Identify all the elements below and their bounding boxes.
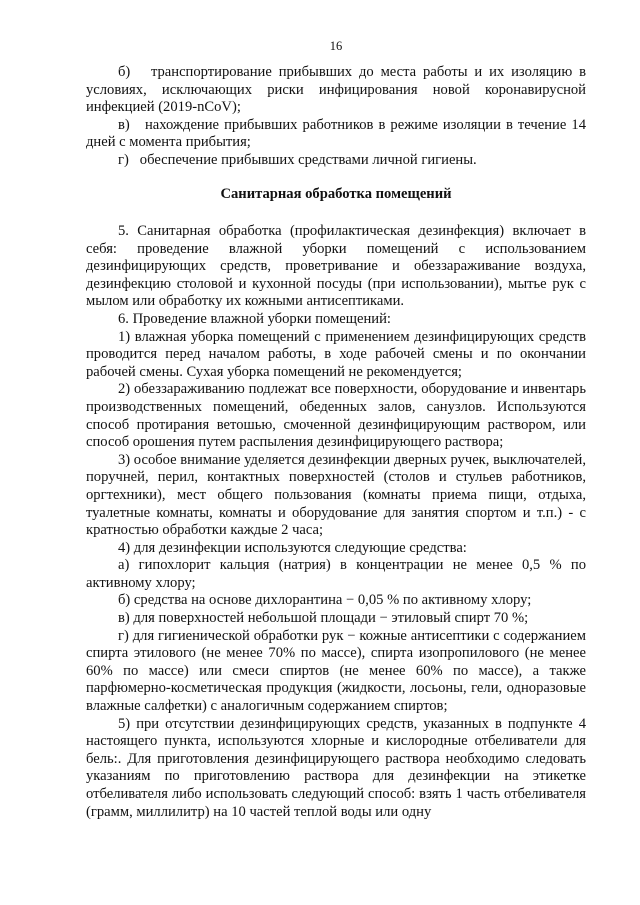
- list-item: г) обеспечение прибывших средствами личной гигиены.: [118, 151, 477, 168]
- paragraph: в) для поверхностей небольшой площади − этиловый спирт 70 %;: [118, 610, 529, 627]
- paragraph: 2) обеззараживанию подлежат все поверхности, оборудование и инвентарь производственных помещений, обеденных залов, санузлов. Используются способ протирания ветошью, смоченной дезинфицирующим раствором, или способ орошения путем распыления дезинфицирующего раствора;: [86, 381, 586, 451]
- list-item: в) нахождение прибывших работников в режиме изоляции в течение 14 дней с момента прибытия;: [86, 116, 586, 151]
- paragraph: а) гипохлорит кальция (натрия) в концентрации не менее 0,5 % по активному хлору;: [86, 557, 586, 591]
- paragraph: б) средства на основе дихлорантина − 0,05 % по активному хлору;: [118, 592, 532, 609]
- paragraph: 5) при отсутствии дезинфицирующих средств, указанных в подпункте 4 настоящего пункта, используются хлорные и кислородные отбеливатели для бель:. Для приготовления дезинфицирующего раствора необходимо следовать указаниям по приготовлению раствора для дезинфекции на этикетке отбеливателя либо использовать следующий способ: взять 1 часть отбеливателя (грамм, миллилитр) на 10 частей теплой воды или одну: [86, 715, 586, 820]
- list-item: б) транспортирование прибывших до места работы и их изоляцию в условиях, исключающих риски инфицирования новой коронавирусной инфекцией (2019-nCoV);: [86, 64, 586, 116]
- page-number: 16: [329, 39, 343, 53]
- paragraph: 5. Санитарная обработка (профилактическая дезинфекция) включает в себя: проведение влажной уборки помещений с использованием дезинфицирующих средств, проветривание и обеззараживание воздуха, дезинфекцию столовой и кухонной посуды (при использовании), мытье рук с мылом или обработку их кожными антисептиками.: [86, 223, 586, 310]
- body-text: [86, 223, 586, 821]
- list-before: [86, 64, 586, 170]
- paragraph: 3) особое внимание уделяется дезинфекции дверных ручек, выключателей, поручней, перил, контактных поверхностей (столов и стульев работников, оргтехники), мест общего пользования (комнаты приема пищи, отдыха, туалетные комнаты, комнаты и оборудование для занятия спортом и т.п.) - с кратностью обработки каждые 2 часа;: [86, 451, 586, 539]
- paragraph: г) для гигиенической обработки рук − кожные антисептики с содержанием спирта этилового (не менее 70% по массе), спирта изопропилового (не менее 60% по массе) или смеси спиртов (не менее 60% по массе), а также парфюмерно-косметическая продукция (жидкости, лосьоны, гели, одноразовые влажные салфетки) с аналогичным содержанием спиртов;: [86, 627, 586, 715]
- paragraph: 4) для дезинфекции используются следующие средства:: [118, 539, 467, 556]
- section-title: Санитарная обработка помещений: [220, 186, 452, 202]
- paragraph: 6. Проведение влажной уборки помещений:: [118, 310, 391, 327]
- paragraph: 1) влажная уборка помещений с применением дезинфицирующих средств проводится перед началом работы, в ходе рабочей смены и по окончании рабочей смены. Сухая уборка помещений не рекомендуется;: [86, 328, 586, 380]
